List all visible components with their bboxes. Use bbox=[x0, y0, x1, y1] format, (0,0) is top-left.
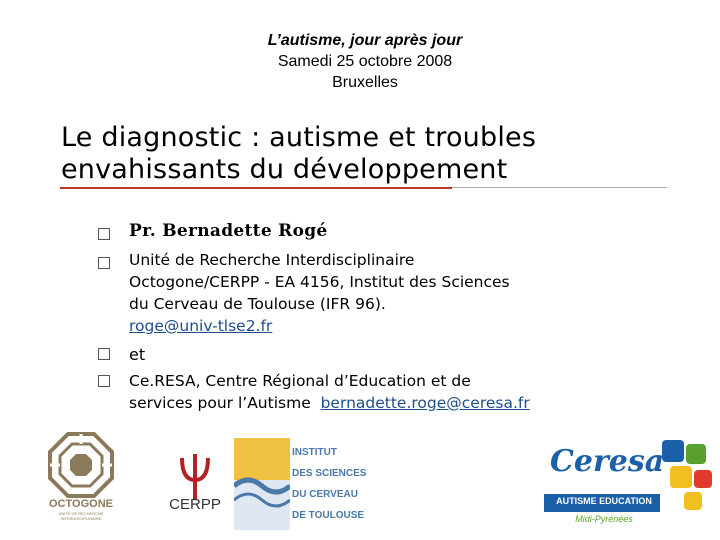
affiliation bbox=[129, 249, 510, 337]
event-city: Bruxelles bbox=[332, 74, 398, 91]
event-title: L’autisme, jour après jour bbox=[267, 32, 463, 49]
ceresa-wordmark: Ceresa bbox=[550, 444, 665, 479]
affiliation-line2: Octogone/CERPP - EA 4156, Institut des Sciences bbox=[129, 273, 510, 291]
institut-line3: DU CERVEAU bbox=[292, 489, 358, 500]
ceresa-band-text: AUTISME EDUCATION bbox=[556, 496, 652, 506]
slide-title bbox=[61, 122, 701, 186]
institut-logo bbox=[234, 430, 374, 530]
ceresa-logo bbox=[544, 430, 716, 530]
title-underline-red bbox=[60, 187, 452, 189]
bullet-square-icon bbox=[98, 375, 110, 387]
bullet-square-icon bbox=[98, 228, 110, 240]
ceresa-line1: Ce.RESA, Centre Régional d’Education et de bbox=[129, 372, 471, 390]
bullet-square-icon bbox=[98, 348, 110, 360]
slide-title-line2: envahissants du développement bbox=[61, 154, 508, 185]
ceresa-region: Midi-Pyrénées bbox=[575, 514, 633, 524]
institut-text bbox=[292, 442, 374, 526]
cerpp-logo bbox=[160, 430, 230, 530]
event-header bbox=[0, 30, 720, 93]
slide-title-line1: Le diagnostic : autisme et troubles bbox=[61, 122, 537, 153]
institut-line4: DE TOULOUSE bbox=[292, 510, 365, 521]
affiliation-line3: du Cerveau de Toulouse (IFR 96). bbox=[129, 295, 386, 313]
octogone-sublabel: UNITÉ DE RECHERCHE INTERDISCIPLINAIRE bbox=[58, 511, 104, 521]
institut-line1: INSTITUT bbox=[292, 447, 337, 458]
affiliation-line1: Unité de Recherche Interdisciplinaire bbox=[129, 251, 415, 269]
title-underline-gray bbox=[452, 187, 667, 188]
ceresa-line2: services pour l’Autisme bbox=[129, 394, 311, 412]
octogone-logo bbox=[38, 430, 124, 530]
event-date: Samedi 25 octobre 2008 bbox=[277, 53, 453, 70]
brain-wave-icon bbox=[234, 438, 290, 530]
cerpp-label: CERPP bbox=[169, 496, 221, 513]
octogone-label: OCTOGONE bbox=[49, 498, 113, 510]
conjunction-et: et bbox=[129, 345, 146, 364]
institut-line2: DES SCIENCES bbox=[292, 468, 367, 479]
author-name: Pr. Bernadette Rogé bbox=[129, 221, 328, 241]
ceresa-affiliation bbox=[129, 370, 530, 414]
email-link-univ[interactable]: roge@univ-tlse2.fr bbox=[129, 317, 273, 335]
bullet-square-icon bbox=[98, 257, 110, 269]
email-link-ceresa[interactable]: bernadette.roge@ceresa.fr bbox=[320, 394, 530, 412]
